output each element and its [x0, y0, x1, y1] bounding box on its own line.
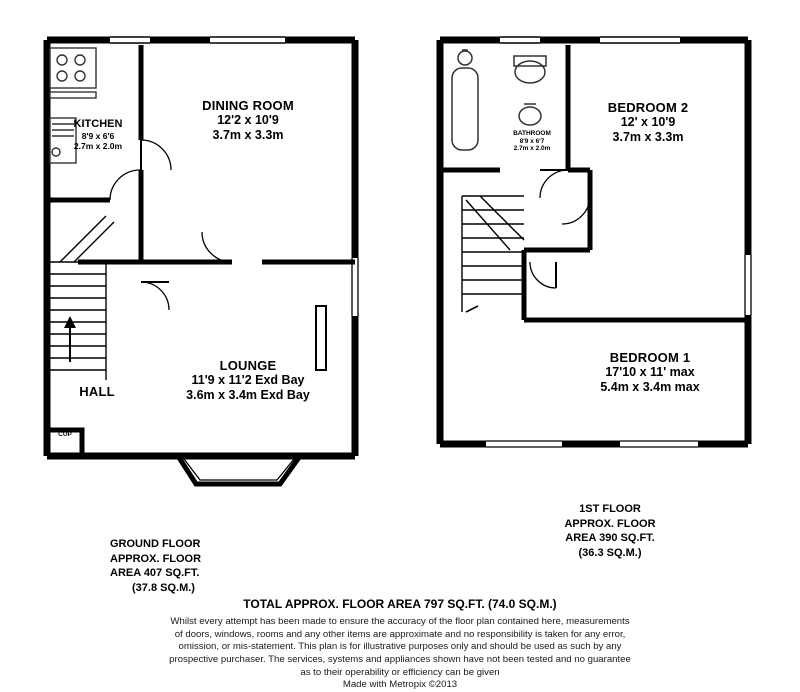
first-floor-note-line-4: (36.3 SQ.M.)	[578, 546, 642, 559]
lounge-name: LOUNGE	[219, 358, 277, 373]
room-label-kitchen	[42, 118, 154, 151]
kitchen-dim-metric: 2.7m x 2.0m	[73, 140, 123, 151]
room-label-hall	[62, 384, 132, 399]
ground-floor-note-line-1: GROUND FLOOR	[110, 538, 201, 550]
bathroom-name: BATHROOM	[513, 130, 551, 137]
bathroom-dim-metric: 2.7m x 2.0m	[513, 145, 551, 153]
room-label-lounge	[118, 358, 378, 403]
lounge-dim-imperial: 11'9 x 11'2 Exd Bay	[191, 373, 305, 388]
room-label-dining-room	[148, 98, 348, 143]
total-area-note	[20, 597, 780, 611]
ground-floor-area-note	[110, 537, 310, 595]
bathroom-dim-imperial: 8'9 x 6'7	[519, 137, 545, 145]
dining-room-name: DINING ROOM	[202, 98, 294, 113]
cupboard-label	[48, 431, 82, 439]
disclaimer-text	[20, 616, 780, 692]
room-label-bedroom-2	[548, 100, 748, 145]
bedroom-1-dim-imperial: 17'10 x 11' max	[605, 365, 695, 380]
disclaimer-line-5: as to their operability or efficiency can be given	[300, 666, 500, 678]
disclaimer-line-4: prospective purchaser. The services, systems and appliances shown have not been tested and no guarantee	[169, 653, 631, 665]
bedroom-1-name: BEDROOM 1	[609, 350, 691, 365]
hall-name: HALL	[79, 384, 115, 399]
first-floor-note-line-2: APPROX. FLOOR	[564, 517, 656, 530]
bedroom-2-dim-metric: 3.7m x 3.3m	[612, 130, 684, 145]
lounge-dim-metric: 3.6m x 3.4m Exd Bay	[186, 388, 310, 403]
bedroom-1-dim-metric: 5.4m x 3.4m max	[600, 380, 700, 395]
disclaimer-line-1: Whilst every attempt has been made to ensure the accuracy of the floor plan contained here, measurements	[170, 616, 630, 627]
ground-floor-note-line-3: AREA 407 SQ.FT.	[110, 567, 200, 580]
ground-floor-note-line-2: APPROX. FLOOR	[110, 552, 202, 565]
first-floor-note-line-1: 1ST FLOOR	[579, 503, 641, 515]
cupboard-text: CUP	[58, 431, 72, 438]
first-floor-note-line-3: AREA 390 SQ.FT.	[565, 532, 655, 545]
first-floor-area-note	[520, 502, 700, 560]
dining-room-dim-metric: 3.7m x 3.3m	[212, 128, 284, 143]
bedroom-2-dim-imperial: 12' x 10'9	[620, 115, 676, 130]
bedroom-2-name: BEDROOM 2	[607, 100, 689, 115]
total-area-text: TOTAL APPROX. FLOOR AREA 797 SQ.FT. (74.0 SQ.M.)	[243, 597, 557, 611]
kitchen-dim-imperial: 8'9 x 6'6	[81, 130, 115, 141]
dining-room-dim-imperial: 12'2 x 10'9	[217, 113, 279, 128]
disclaimer-line-3: omission, or mis-statement. This plan is for illustrative purposes only and should be used as such by any	[178, 641, 622, 653]
ground-floor-note-line-4: (37.8 SQ.M.)	[132, 581, 195, 594]
disclaimer-line-2: of doors, windows, rooms and any other items are approximate and no responsibility is taken for any error,	[174, 628, 626, 640]
metropix-credit: Made with Metropix ©2013	[342, 679, 458, 691]
kitchen-name: KITCHEN	[73, 118, 123, 130]
room-label-bedroom-1	[540, 350, 760, 395]
